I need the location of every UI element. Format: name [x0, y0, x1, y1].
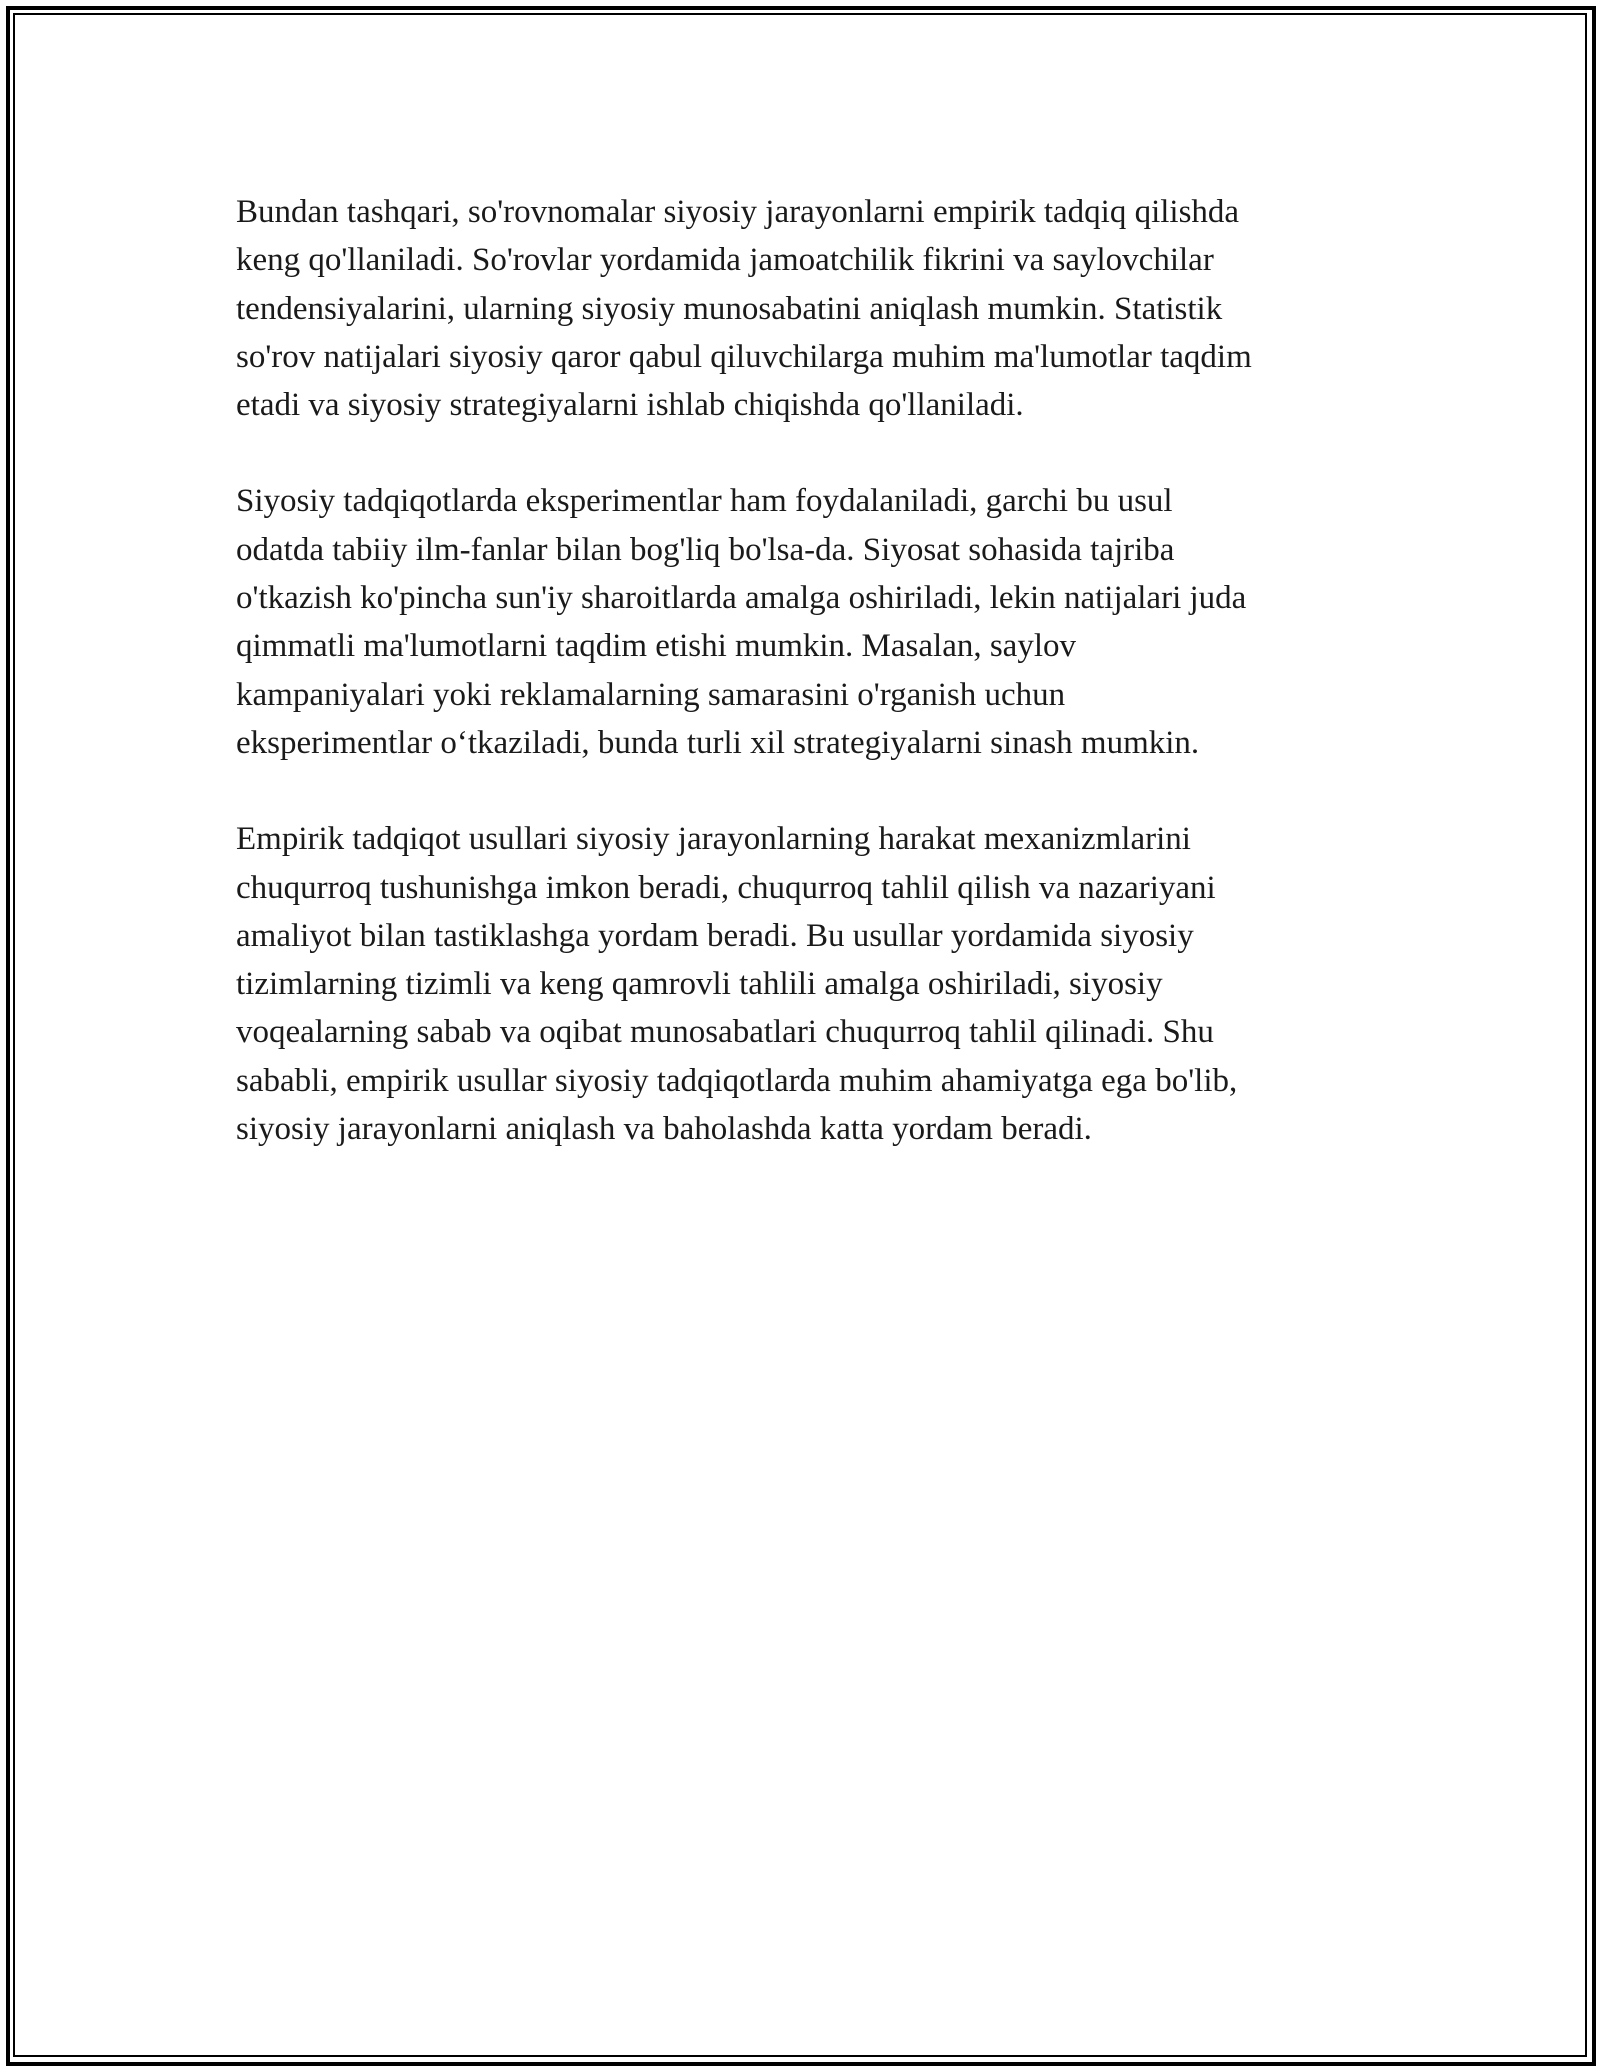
- document-body: [236, 188, 1386, 1201]
- paragraph-empirical-methods: Empirik tadqiqot usullari siyosiy jarayonlarning harakat mexanizmlarini chuqurroq tushunishga imkon beradi, chuqurroq tahlil qilish va nazariyani amaliyot bilan tastiklashga yordam beradi. Bu usullar yordamida siyosiy tizimlarning tizimli va keng qamrovli tahlili amalga oshiriladi, siyosiy voqealarning sabab va oqibat munosabatlari chuqurroq tahlil qilinadi. Shu sababli, empirik usullar siyosiy tadqiqotlarda muhim ahamiyatga ega bo'lib, siyosiy jarayonlarni aniqlash va baholashda katta yordam beradi.: [236, 821, 1238, 1148]
- paragraph-experiments: Siyosiy tadqiqotlarda eksperimentlar ham foydalaniladi, garchi bu usul odatda tabiiy ilm-fanlar bilan bog'liq bo'lsa-da. Siyosat sohasida tajriba o'tkazish ko'pincha sun'iy sharoitlarda amalga oshiriladi, lekin natijalari juda qimmatli ma'lumotlarni taqdim etishi mumkin. Masalan, saylov kampaniyalari yoki reklamalarning samarasini o'rganish uchun eksperimentlar o‘tkaziladi, bunda turli xil strategiyalarni sinash mumkin.: [236, 483, 1247, 761]
- paragraph-surveys: Bundan tashqari, so'rovnomalar siyosiy jarayonlarni empirik tadqiq qilishda keng qo'llaniladi. So'rovlar yordamida jamoatchilik fikrini va saylovchilar tendensiyalarini, ularning siyosiy munosabatini aniqlash mumkin. Statistik so'rov natijalari siyosiy qaror qabul qiluvchilarga muhim ma'lumotlar taqdim etadi va siyosiy strategiyalarni ishlab chiqishda qo'llaniladi.: [236, 194, 1252, 424]
